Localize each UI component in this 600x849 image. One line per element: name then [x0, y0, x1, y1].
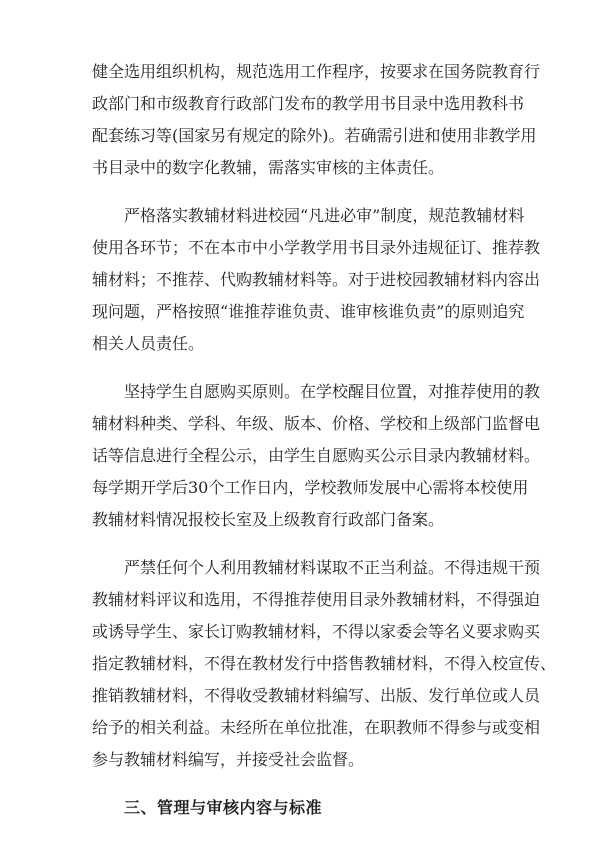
paragraph-line: 参与教辅材料编写，并接受社会监督。 — [92, 750, 365, 769]
paragraph-4 — [92, 552, 557, 776]
paragraph-line: 健全选用组织机构，规范选用工作程序，按要求在国务院教育行 — [92, 62, 541, 81]
paragraph-line: 配套练习等(国家另有规定的除外)。若确需引进和使用非教学用 — [92, 126, 537, 145]
paragraph-gap — [92, 360, 522, 376]
paragraph-gap — [92, 184, 522, 200]
paragraph-gap — [92, 776, 522, 792]
paragraph-line: 政部门和市级教育行政部门发布的教学用书目录中选用教科书 — [92, 94, 525, 113]
paragraph-line: 每学期开学后30个工作日内，学校教师发展中心需将本校使用 — [92, 478, 529, 497]
paragraph-1 — [92, 56, 541, 184]
paragraph-line: 给予的相关利益。未经所在单位批准，在职教师不得参与或变相 — [92, 718, 541, 737]
paragraph-line: 现问题，严格按照“谁推荐谁负责、谁审核谁负责”的原则追究 — [92, 302, 525, 321]
paragraph-line: 书目录中的数字化教辅，需落实审核的主体责任。 — [92, 158, 445, 177]
paragraph-line: 话等信息进行全程公示，由学生自愿购买公示目录内教辅材料。 — [92, 446, 541, 465]
paragraph-line: 严格落实教辅材料进校园“凡进必审”制度，规范教辅材料 — [124, 206, 525, 225]
paragraph-gap — [92, 536, 522, 552]
paragraph-line: 教辅材料评议和选用，不得推荐使用目录外教辅材料，不得强迫 — [92, 590, 541, 609]
paragraph-line: 或诱导学生、家长订购教辅材料，不得以家委会等名义要求购买 — [92, 622, 541, 641]
paragraph-line: 推销教辅材料，不得收受教辅材料编写、出版、发行单位或人员 — [92, 686, 541, 705]
paragraph-line: 指定教辅材料，不得在教材发行中搭售教辅材料，不得入校宣传、 — [92, 654, 557, 673]
paragraph-line: 教辅材料情况报校长室及上级教育行政部门备案。 — [92, 510, 445, 529]
document-body — [92, 56, 557, 824]
paragraph-line: 辅材料；不推荐、代购教辅材料等。对于进校园教辅材料内容出 — [92, 270, 541, 289]
paragraph-line: 相关人员责任。 — [92, 334, 205, 353]
paragraph-line: 使用各环节；不在本市中小学教学用书目录外违规征订、推荐教 — [92, 238, 541, 257]
paragraph-line: 坚持学生自愿购买原则。在学校醒目位置，对推荐使用的教 — [124, 382, 541, 401]
paragraph-line: 严禁任何个人利用教辅材料谋取不正当利益。不得违规干预 — [124, 558, 541, 577]
paragraph-line: 辅材料种类、学科、年级、版本、价格、学校和上级部门监督电 — [92, 414, 541, 433]
paragraph-2 — [92, 200, 541, 360]
paragraph-3 — [92, 376, 541, 536]
section-heading: 三、管理与审核内容与标准 — [124, 798, 323, 817]
